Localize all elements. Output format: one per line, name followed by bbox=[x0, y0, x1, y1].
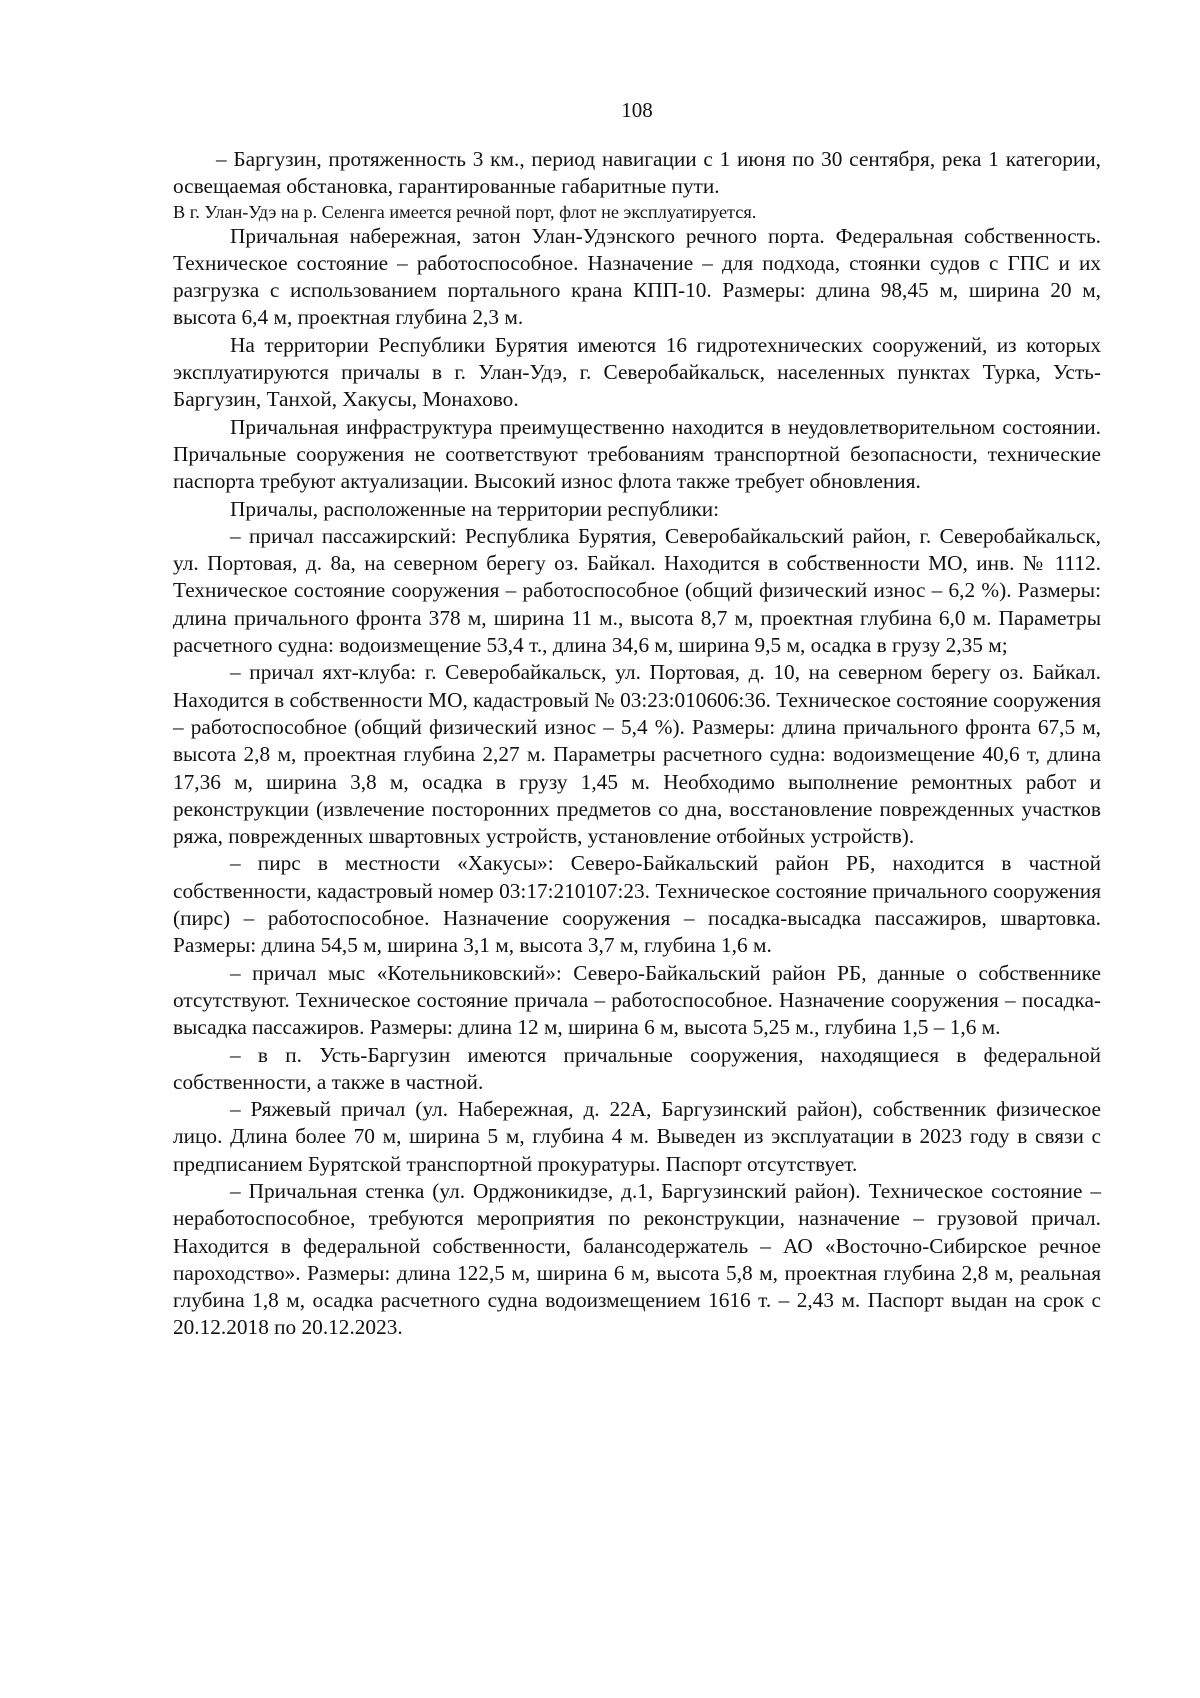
paragraph-ulan-ude-port: В г. Улан-Удэ на р. Селенга имеется речной порт, флот не эксплуатируется. bbox=[173, 201, 757, 222]
paragraph-hydro-structures: На территории Республики Бурятия имеются 16 гидротехнических сооружений, из которых эксплуатируются причалы в г. Улан-Удэ, г. Северобайкальск, населенных пунктах Турка, Усть-Баргузин, Танхой, Хакусы, Монахово. bbox=[173, 332, 1101, 412]
page-number: 108 bbox=[621, 98, 653, 122]
paragraph-yacht-club-berth: – причал яхт-клуба: г. Северобайкальск, ул. Портовая, д. 10, на северном берегу оз. Байкал. Находится в собственности МО, кадастровый № 03:23:010606:36. Техническое состояние сооружения – работоспособное (общий физический износ – 5,4 %). Размеры: длина причального фронта 67,5 м, высота 2,8 м, проектная глубина 2,27 м. Параметры расчетного судна: водоизмещение 40,6 т, длина 17,36 м, ширина 3,8 м, осадка в грузу 1,45 м. Необходимо выполнение ремонтных работ и реконструкции (извлечение посторонних предметов со дна, восстановление поврежденных участков ряжа, поврежденных швартовных устройств, установление отбойных устройств). bbox=[173, 660, 1101, 849]
paragraph-khakusy-pier: – пирс в местности «Хакусы»: Северо-Байкальский район РБ, находится в частной собственности, кадастровый номер 03:17:210107:23. Техническое состояние причального сооружения (пирс) – работоспособное. Назначение сооружения – посадка-высадка пассажиров, швартовка. Размеры: длина 54,5 м, ширина 3,1 м, высота 3,7 м, глубина 1,6 м. bbox=[173, 851, 1101, 958]
paragraph-kotelnikovsky-berth: – причал мыс «Котельниковский»: Северо-Байкальский район РБ, данные о собственнике отсутствуют. Техническое состояние причала – работоспособное. Назначение сооружения – посадка-высадка пассажиров. Размеры: длина 12 м, ширина 6 м, высота 5,25 м., глубина 1,5 – 1,6 м. bbox=[173, 960, 1101, 1040]
paragraph-infrastructure-state: Причальная инфраструктура преимущественно находится в неудовлетворительном состоянии. Причальные сооружения не соответствуют требованиям транспортной безопасности, технические паспорта требуют актуализации. Высокий износ флота также требует обновления. bbox=[173, 414, 1101, 494]
paragraph-berths-heading: Причалы, расположенные на территории республики: bbox=[230, 496, 720, 521]
paragraph-passenger-berth: – причал пассажирский: Республика Бурятия, Северобайкальский район, г. Северобайкальск, ул. Портовая, д. 8а, на северном берегу оз. Байкал. Находится в собственности МО, инв. № 1112. Техническое состояние сооружения – работоспособное (общий физический износ – 6,2 %). Размеры: длина причального фронта 378 м, ширина 11 м., высота 8,7 м, проектная глубина 6,0 м. Параметры расчетного судна: водоизмещение 53,4 т., длина 34,6 м, ширина 9,5 м, осадка в грузу 2,35 м; bbox=[173, 523, 1101, 658]
paragraph-crib-berth: – Ряжевый причал (ул. Набережная, д. 22А, Баргузинский район), собственник физическое лицо. Длина более 70 м, ширина 5 м, глубина 4 м. Выведен из эксплуатации в 2023 году в связи с предписанием Бурятской транспортной прокуратуры. Паспорт отсутствует. bbox=[173, 1097, 1101, 1176]
paragraph-embankment: Причальная набережная, затон Улан-Удэнского речного порта. Федеральная собственность. Техническое состояние – работоспособное. Назначение – для подхода, стоянки судов с ГПС и их разгрузка с использованием портального крана КПП-10. Размеры: длина 98,45 м, ширина 20 м, высота 6,4 м, проектная глубина 2,3 м. bbox=[173, 223, 1101, 330]
paragraph-barguzin-navigation: – Баргузин, протяженность 3 км., период навигации с 1 июня по 30 сентября, река 1 категории, освещаемая обстановка, гарантированные габаритные пути. bbox=[173, 147, 1101, 199]
body-text bbox=[173, 146, 1101, 1342]
paragraph-berth-wall: – Причальная стенка (ул. Орджоникидзе, д.1, Баргузинский район). Техническое состояние – неработоспособное, требуются мероприятия по реконструкции, назначение – грузовой причал. Находится в федеральной собственности, балансодержатель – АО «Восточно-Сибирское речное пароходство». Размеры: длина 122,5 м, ширина 6 м, высота 5,8 м, проектная глубина 2,8 м, реальная глубина 1,8 м, осадка расчетного судна водоизмещением 1616 т. – 2,43 м. Паспорт выдан на срок с 20.12.2018 по 20.12.2023. bbox=[173, 1178, 1101, 1340]
paragraph-ust-barguzin: – в п. Усть-Баргузин имеются причальные сооружения, находящиеся в федеральной собственности, а также в частной. bbox=[173, 1042, 1101, 1094]
